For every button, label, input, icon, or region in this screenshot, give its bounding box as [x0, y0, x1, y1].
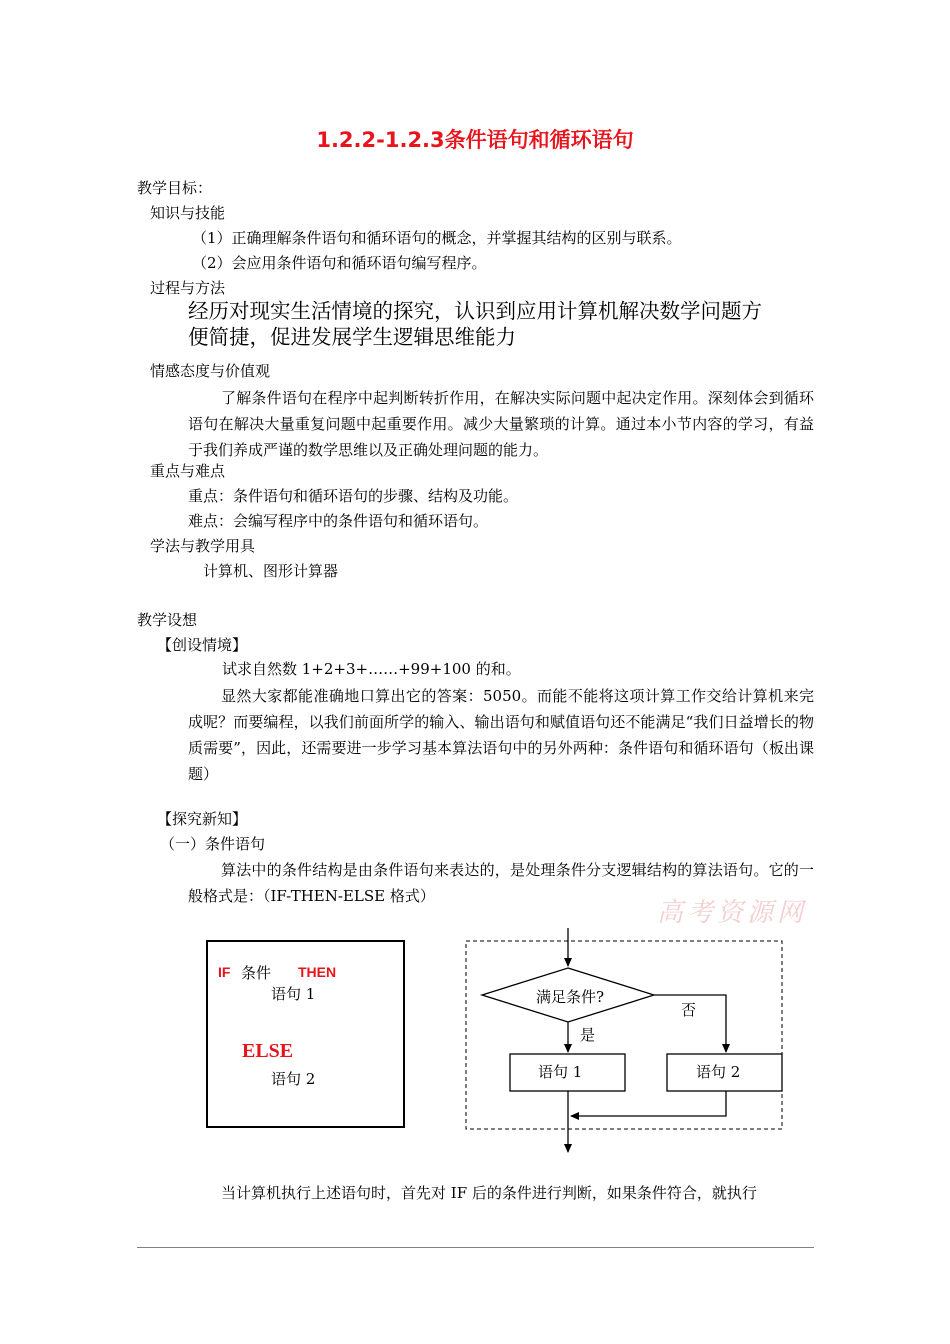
- scenario-heading: 【创设情境】: [157, 636, 248, 654]
- knowledge-heading: 知识与技能: [150, 204, 226, 222]
- decision-label: 满足条件?: [536, 988, 605, 1006]
- key-focus: 重点：条件语句和循环语句的步骤、结构及功能。: [188, 487, 519, 505]
- flowchart-dashed-frame: [466, 941, 782, 1129]
- emotion-heading: 情感态度与价值观: [150, 362, 271, 380]
- tools-text: 计算机、图形计算器: [203, 562, 339, 580]
- process-text-line2: 便简捷，促进发展学生逻辑思维能力: [188, 325, 516, 349]
- scenario-paragraph: 显然大家都能准确地口算出它的答案：5050。而能不能将这项计算工作交给计算机来完成呢？而要编程，以我们前面所学的输入、输出语句和赋值语句还不能满足“我们日益增长的物质需要”，因此，还需要进一步学习基本算法语句中的另外两种：条件语句和循环语句（板出课题）: [188, 687, 814, 783]
- tools-heading: 学法与教学用具: [150, 537, 256, 555]
- explore-paragraph: 算法中的条件结构是由条件语句来表达的，是处理条件分支逻辑结构的算法语句。它的一般格式是：（IF-THEN-ELSE 格式）: [188, 861, 814, 905]
- goals-heading: 教学目标：: [137, 179, 213, 197]
- footer-divider: [137, 1247, 814, 1248]
- scenario-line1: 试求自然数 1+2+3+……+99+100 的和。: [222, 660, 521, 678]
- code-condition-label: 条件: [241, 964, 272, 982]
- closing-text: 当计算机执行上述语句时，首先对 IF 后的条件进行判断，如果条件符合，就执行: [221, 1184, 757, 1202]
- knowledge-item-2: （2）会应用条件语句和循环语句编写程序。: [192, 254, 487, 272]
- watermark-text: 高考资源网: [657, 898, 808, 928]
- key-difficulty: 难点：会编写程序中的条件语句和循环语句。: [188, 512, 489, 530]
- flow-statement-1-label: 语句 1: [538, 1063, 583, 1081]
- no-label: 否: [681, 1001, 697, 1019]
- flow-statement-2-label: 语句 2: [696, 1063, 741, 1081]
- code-if-keyword: IF: [218, 964, 231, 980]
- process-text-line1: 经历对现实生活情境的探究，认识到应用计算机解决数学问题方: [188, 299, 762, 323]
- merge-line-2: [571, 1091, 726, 1116]
- code-then-keyword: THEN: [298, 964, 337, 980]
- emotion-text: 了解条件语句在程序中起判断转折作用，在解决实际问题中起决定作用。深刻体会到循环语句在解决大量重复问题中起重要作用。减少大量繁琐的计算。通过本小节内容的学习，有益于我们养成严谨的数学思维以及正确处理问题的能力。: [188, 389, 814, 459]
- key-heading: 重点与难点: [150, 462, 226, 480]
- code-statement-2: 语句 2: [271, 1070, 316, 1088]
- knowledge-item-1: （1）正确理解条件语句和循环语句的概念，并掌握其结构的区别与联系。: [192, 229, 682, 247]
- page-title: 1.2.2-1.2.3条件语句和循环语句: [316, 128, 634, 152]
- explore-heading: 【探究新知】: [157, 810, 248, 828]
- code-else-keyword: ELSE: [242, 1040, 294, 1062]
- process-heading: 过程与方法: [150, 279, 226, 297]
- conditional-subheading: （一）条件语句: [160, 835, 266, 853]
- design-heading: 教学设想: [137, 611, 198, 629]
- code-statement-1: 语句 1: [271, 985, 316, 1003]
- yes-label: 是: [580, 1026, 596, 1044]
